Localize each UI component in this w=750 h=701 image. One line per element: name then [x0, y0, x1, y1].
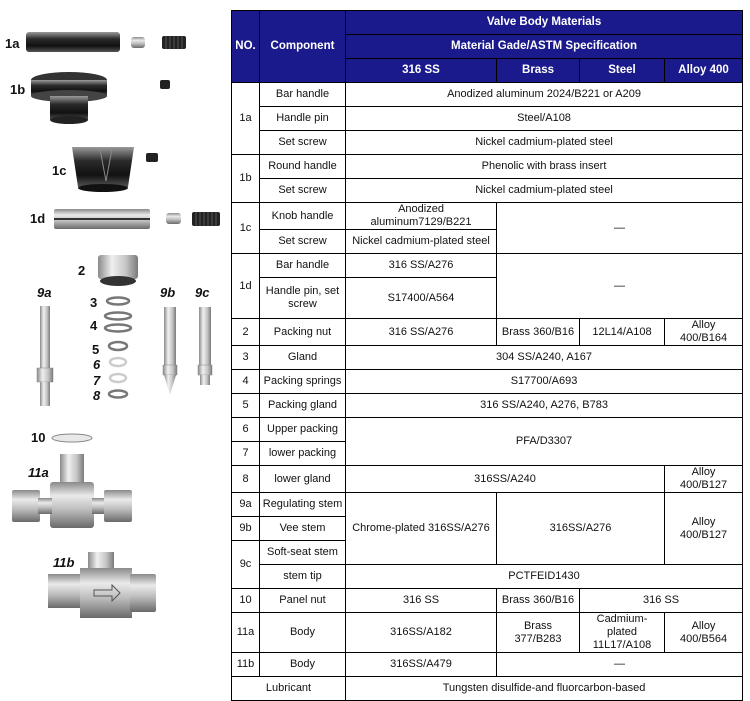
- part-label-8: 8: [93, 388, 101, 403]
- component-cell: Set screw: [260, 230, 346, 254]
- panel-nut-10-image: [50, 432, 94, 444]
- table-row: [232, 155, 743, 179]
- material-cell: Brass 360/B16: [497, 589, 580, 613]
- material-cell: Anodized aluminum 2024/B221 or A209: [346, 83, 743, 107]
- component-cell: lower gland: [260, 466, 346, 493]
- row-no: 1c: [232, 203, 260, 254]
- row-no: 1d: [232, 254, 260, 319]
- table-row: [232, 418, 743, 442]
- material-cell: 12L14/A108: [580, 319, 665, 346]
- materials-spec-table: [231, 10, 743, 701]
- component-cell: Gland: [260, 346, 346, 370]
- row-no: 8: [232, 466, 260, 493]
- component-cell: Bar handle: [260, 83, 346, 107]
- row-no: 9a: [232, 493, 260, 517]
- part-label-9b: 9b: [160, 285, 176, 300]
- soft-seat-stem-9c-image: [195, 305, 215, 387]
- part-label-11a: 11a: [28, 465, 49, 480]
- row-no: 6: [232, 418, 260, 442]
- packing-nut-2-image: [96, 253, 142, 289]
- material-cell: Nickel cadmium-plated steel: [346, 230, 497, 254]
- header-col-brass: Brass: [497, 59, 580, 83]
- table-row: [232, 653, 743, 677]
- material-cell: Steel/A108: [346, 107, 743, 131]
- material-cell: Chrome-plated 316SS/A276: [346, 493, 497, 565]
- material-cell: Brass 377/B283: [497, 613, 580, 653]
- material-cell: 316SS/A182: [346, 613, 497, 653]
- material-cell: 316SS/A240: [346, 466, 665, 493]
- component-cell: Bar handle: [260, 254, 346, 278]
- valve-body-11b-image: [46, 550, 158, 620]
- material-cell: 304 SS/A240, A167: [346, 346, 743, 370]
- material-cell-na: —: [497, 203, 743, 254]
- row-no: 1b: [232, 155, 260, 203]
- bar-handle-1d-image: [52, 207, 222, 233]
- part-label-10: 10: [31, 430, 46, 445]
- part-label-11b: 11b: [53, 555, 75, 570]
- table-row: [232, 203, 743, 230]
- material-cell: Cadmium-plated 11L17/A108: [580, 613, 665, 653]
- table-row: [232, 394, 743, 418]
- part-label-1b: 1b: [10, 82, 26, 97]
- row-no: 5: [232, 394, 260, 418]
- material-cell: S17700/A693: [346, 370, 743, 394]
- header-component: Component: [260, 11, 346, 83]
- part-label-9a: 9a: [37, 285, 52, 300]
- material-cell: 316 SS: [580, 589, 743, 613]
- row-no: 9c: [232, 541, 260, 589]
- table-row: [232, 565, 743, 589]
- part-label-6: 6: [93, 357, 101, 372]
- component-cell: Soft-seat stem: [260, 541, 346, 565]
- component-cell: Handle pin: [260, 107, 346, 131]
- bar-handle-1a-image: [24, 30, 194, 56]
- component-cell: Body: [260, 613, 346, 653]
- row-no: 10: [232, 589, 260, 613]
- table-row: [232, 346, 743, 370]
- material-cell: Alloy 400/B127: [665, 466, 743, 493]
- material-cell: 316 SS/A276: [346, 254, 497, 278]
- part-label-1d: 1d: [30, 211, 46, 226]
- material-cell: PCTFEID1430: [346, 565, 743, 589]
- component-cell: Panel nut: [260, 589, 346, 613]
- material-cell: 316 SS: [346, 589, 497, 613]
- valve-body-11a-image: [10, 452, 136, 532]
- part-label-1c: 1c: [52, 163, 67, 178]
- row-no: 11a: [232, 613, 260, 653]
- knob-handle-1c-image: [70, 145, 170, 195]
- component-cell: Packing gland: [260, 394, 346, 418]
- row-no: 9b: [232, 517, 260, 541]
- part-label-4: 4: [90, 318, 98, 333]
- material-cell: Brass 360/B16: [497, 319, 580, 346]
- material-cell: 316 SS/A276: [346, 319, 497, 346]
- row-no: 7: [232, 442, 260, 466]
- table-row: [232, 254, 743, 278]
- row-no: 3: [232, 346, 260, 370]
- table-row: [232, 493, 743, 517]
- lubricant-value: Tungsten disulfide-and fluorcarbon-based: [346, 677, 743, 701]
- component-cell: Handle pin, set screw: [260, 278, 346, 319]
- table-row: [232, 370, 743, 394]
- component-cell: Packing nut: [260, 319, 346, 346]
- component-cell: stem tip: [260, 565, 346, 589]
- exploded-parts-figure: [0, 0, 230, 701]
- component-cell: Round handle: [260, 155, 346, 179]
- vee-stem-9b-image: [160, 305, 180, 397]
- material-cell: Alloy 400/B127: [665, 493, 743, 565]
- table-row: [232, 319, 743, 346]
- header-material-spec: Material Gade/ASTM Specification: [346, 35, 743, 59]
- component-cell: Vee stem: [260, 517, 346, 541]
- component-cell: Regulating stem: [260, 493, 346, 517]
- material-cell-na: —: [497, 254, 743, 319]
- header-col-steel: Steel: [580, 59, 665, 83]
- part-label-5: 5: [92, 342, 100, 357]
- table-row: [232, 613, 743, 653]
- row-no: 2: [232, 319, 260, 346]
- component-cell: lower packing: [260, 442, 346, 466]
- header-no: NO.: [232, 11, 260, 83]
- header-col-316ss: 316 SS: [346, 59, 497, 83]
- table-row: [232, 589, 743, 613]
- row-no: 11b: [232, 653, 260, 677]
- component-cell: Packing springs: [260, 370, 346, 394]
- part-label-1a: 1a: [5, 36, 20, 51]
- material-cell-na: —: [497, 653, 743, 677]
- material-cell: S17400/A564: [346, 278, 497, 319]
- header-col-alloy400: Alloy 400: [665, 59, 743, 83]
- material-cell: PFA/D3307: [346, 418, 743, 466]
- row-no: 4: [232, 370, 260, 394]
- component-cell: Set screw: [260, 131, 346, 155]
- part-label-9c: 9c: [195, 285, 210, 300]
- table-row: [232, 677, 743, 701]
- component-cell: Set screw: [260, 179, 346, 203]
- header-valve-body-materials: Valve Body Materials: [346, 11, 743, 35]
- table-row: [232, 107, 743, 131]
- material-cell: Alloy 400/B564: [665, 613, 743, 653]
- component-cell: Body: [260, 653, 346, 677]
- table-row: [232, 83, 743, 107]
- round-handle-1b-image: [30, 70, 190, 126]
- component-cell: Knob handle: [260, 203, 346, 230]
- row-no: 1a: [232, 83, 260, 155]
- material-cell: Nickel cadmium-plated steel: [346, 131, 743, 155]
- material-cell: 316SS/A479: [346, 653, 497, 677]
- part-label-3: 3: [90, 295, 98, 310]
- gland-springs-packing-image: [100, 296, 136, 402]
- part-label-2: 2: [78, 263, 86, 278]
- lubricant-label: Lubricant: [232, 677, 346, 701]
- part-label-7: 7: [93, 373, 101, 388]
- table-row: [232, 179, 743, 203]
- regulating-stem-9a-image: [36, 304, 56, 408]
- table-row: [232, 131, 743, 155]
- component-cell: Upper packing: [260, 418, 346, 442]
- material-cell: Anodized aluminum7129/B221: [346, 203, 497, 230]
- material-cell: Alloy 400/B164: [665, 319, 743, 346]
- material-cell: Phenolic with brass insert: [346, 155, 743, 179]
- material-cell: 316SS/A276: [497, 493, 665, 565]
- material-cell: 316 SS/A240, A276, B783: [346, 394, 743, 418]
- material-cell: Nickel cadmium-plated steel: [346, 179, 743, 203]
- table-row: [232, 466, 743, 493]
